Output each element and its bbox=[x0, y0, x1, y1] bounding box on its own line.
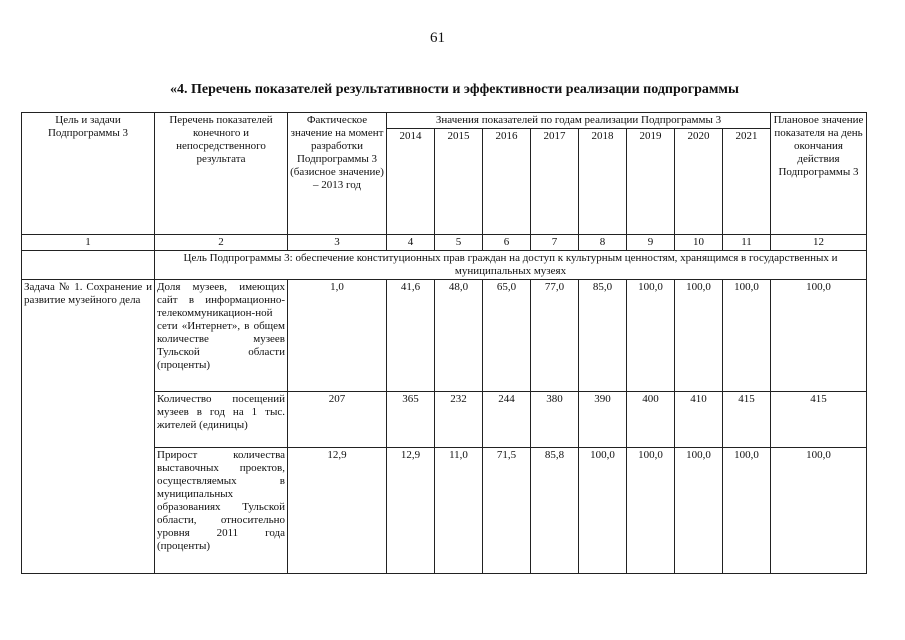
year-value-cell: 85,8 bbox=[531, 448, 579, 574]
header-values-by-year: Значения показателей по годам реализации Подпрограммы 3 bbox=[387, 113, 771, 129]
header-goal: Цель и задачи Подпрограммы 3 bbox=[22, 113, 155, 235]
year-value-cell: 380 bbox=[531, 392, 579, 448]
year-value-cell: 100,0 bbox=[723, 448, 771, 574]
base-value-cell: 12,9 bbox=[288, 448, 387, 574]
column-number: 4 bbox=[387, 235, 435, 251]
year-value-cell: 65,0 bbox=[483, 280, 531, 392]
header-year: 2017 bbox=[531, 129, 579, 235]
base-value-cell: 1,0 bbox=[288, 280, 387, 392]
column-number: 6 bbox=[483, 235, 531, 251]
year-value-cell: 390 bbox=[579, 392, 627, 448]
column-number: 10 bbox=[675, 235, 723, 251]
year-value-cell: 77,0 bbox=[531, 280, 579, 392]
year-value-cell: 100,0 bbox=[675, 448, 723, 574]
column-number: 8 bbox=[579, 235, 627, 251]
year-value-cell: 244 bbox=[483, 392, 531, 448]
indicator-cell: Количество посещений музеев в год на 1 тыс. жителей (единицы) bbox=[155, 392, 288, 448]
year-value-cell: 100,0 bbox=[675, 280, 723, 392]
column-number: 1 bbox=[22, 235, 155, 251]
header-year: 2014 bbox=[387, 129, 435, 235]
table-row bbox=[22, 280, 867, 392]
indicators-table bbox=[21, 112, 867, 574]
year-value-cell: 100,0 bbox=[627, 280, 675, 392]
year-value-cell: 12,9 bbox=[387, 448, 435, 574]
column-number: 9 bbox=[627, 235, 675, 251]
goal-text: Цель Подпрограммы 3: обеспечение конституционных прав граждан на доступ к культурным ценностям, хранящимся в государственных и муниципальных музеях bbox=[155, 251, 867, 280]
planned-value-cell: 100,0 bbox=[771, 280, 867, 392]
column-number: 11 bbox=[723, 235, 771, 251]
year-value-cell: 232 bbox=[435, 392, 483, 448]
header-year: 2019 bbox=[627, 129, 675, 235]
planned-value-cell: 100,0 bbox=[771, 448, 867, 574]
year-value-cell: 71,5 bbox=[483, 448, 531, 574]
header-year: 2016 bbox=[483, 129, 531, 235]
column-number: 12 bbox=[771, 235, 867, 251]
year-value-cell: 415 bbox=[723, 392, 771, 448]
goal-row-empty-cell bbox=[22, 251, 155, 280]
header-planned-value: Плановое значение показателя на день окончания действия Подпрограммы 3 bbox=[771, 113, 867, 235]
column-number: 7 bbox=[531, 235, 579, 251]
year-value-cell: 410 bbox=[675, 392, 723, 448]
column-number: 5 bbox=[435, 235, 483, 251]
indicator-cell: Доля музеев, имеющих сайт в информационно-телекоммуникацион-ной сети «Интернет», в общем количестве музеев Тульской области (проценты) bbox=[155, 280, 288, 392]
year-value-cell: 365 bbox=[387, 392, 435, 448]
year-value-cell: 11,0 bbox=[435, 448, 483, 574]
header-year: 2015 bbox=[435, 129, 483, 235]
header-year: 2021 bbox=[723, 129, 771, 235]
page-number: 61 bbox=[430, 30, 445, 46]
year-value-cell: 400 bbox=[627, 392, 675, 448]
header-actual-value: Фактическое значение на момент разработки Подпрограммы 3 (базисное значение) – 2013 год bbox=[288, 113, 387, 235]
planned-value-cell: 415 bbox=[771, 392, 867, 448]
year-value-cell: 48,0 bbox=[435, 280, 483, 392]
section-heading: «4. Перечень показателей результативности и эффективности реализации подпрограммы bbox=[170, 82, 739, 97]
header-indicators: Перечень показателей конечного и непосредственного результата bbox=[155, 113, 288, 235]
base-value-cell: 207 bbox=[288, 392, 387, 448]
year-value-cell: 100,0 bbox=[723, 280, 771, 392]
indicator-cell: Прирост количества выставочных проектов, осуществляемых в муниципальных образованиях Тульской области, относительно уровня 2011 года (проценты) bbox=[155, 448, 288, 574]
header-year: 2018 bbox=[579, 129, 627, 235]
task-cell: Задача № 1. Сохранение и развитие музейного дела bbox=[22, 280, 155, 574]
year-value-cell: 41,6 bbox=[387, 280, 435, 392]
year-value-cell: 100,0 bbox=[627, 448, 675, 574]
year-value-cell: 100,0 bbox=[579, 448, 627, 574]
column-number-row bbox=[22, 235, 867, 251]
header-year: 2020 bbox=[675, 129, 723, 235]
column-number: 3 bbox=[288, 235, 387, 251]
goal-row bbox=[22, 251, 867, 280]
year-value-cell: 85,0 bbox=[579, 280, 627, 392]
column-number: 2 bbox=[155, 235, 288, 251]
